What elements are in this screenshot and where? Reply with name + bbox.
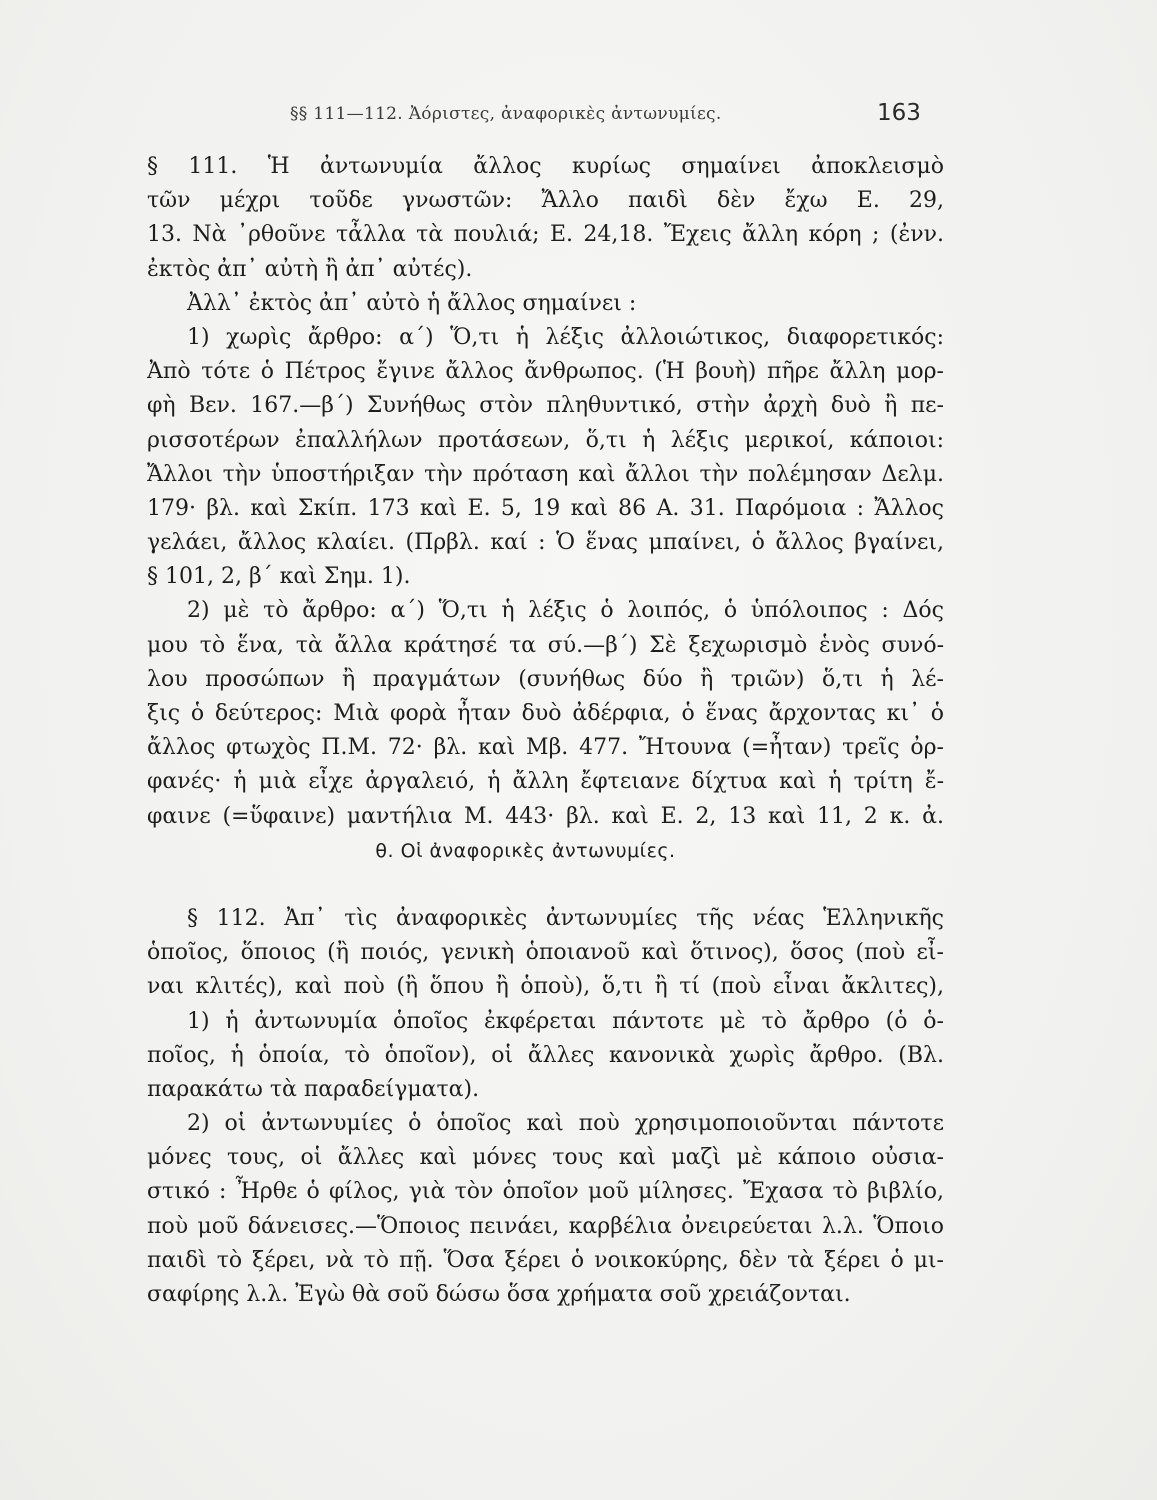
text-line: 1) χωρὶς ἄρθρο: α΄) Ὅ,τι ἡ λέξις ἀλλοιώτικος, διαφορετικός: bbox=[187, 324, 944, 350]
text-line: ποῖος, ἡ ὁποία, τὸ ὁποῖον), οἱ ἄλλες κανονικὰ χωρὶς ἄρθρο. (Βλ. bbox=[147, 1042, 944, 1068]
text-line: 13. Νὰ ᾽ρθοῦνε τἆλλα τὰ πουλιά; Ε. 24,18. Ἔχεις ἄλλη κόρη ; (ἐνν. bbox=[147, 222, 944, 248]
text-line: ἄλλος φτωχὸς Π.Μ. 72· βλ. καὶ Μβ. 477. Ἤτουνα (=ἦταν) τρεῖς ὀρ- bbox=[147, 735, 944, 761]
text-line: ὁποῖος, ὅποιος (ἢ ποιός, γενικὴ ὁποιανοῦ καὶ ὅτινος), ὅσος (ποὺ εἶ- bbox=[147, 940, 944, 966]
text-line: φαινε (=ὕφαινε) μαντήλια Μ. 443· βλ. καὶ Ε. 2, 13 καὶ 11, 2 κ. ἀ. bbox=[147, 803, 944, 829]
text-line: 179· βλ. καὶ Σκίπ. 173 καὶ Ε. 5, 19 καὶ 86 Α. 31. Παρόμοια : Ἄλλος bbox=[147, 495, 944, 521]
text-line: φὴ Βεν. 167.—β΄) Συνήθως στὸν πληθυντικό, στὴν ἀρχὴ δυὸ ἢ πε- bbox=[147, 393, 944, 419]
text-line: Ἀλλ᾽ ἐκτὸς ἀπ᾽ αὐτὸ ἡ ἄλλος σημαίνει : bbox=[187, 290, 637, 316]
text-line: στικό : Ἦρθε ὁ φίλος, γιὰ τὸν ὁποῖον μοῦ μίλησες. Ἔχασα τὸ βιβλίο, bbox=[147, 1179, 944, 1205]
text-line: γελάει, ἄλλος κλαίει. (Πρβλ. καί : Ὁ ἕνας μπαίνει, ὁ ἄλλος βγαίνει, bbox=[147, 530, 944, 556]
text-line: τῶν μέχρι τοῦδε γνωστῶν: Ἄλλο παιδὶ δὲν ἔχω Ε. 29, bbox=[147, 188, 944, 214]
text-line: Ἀπὸ τότε ὁ Πέτρος ἔγινε ἄλλος ἄνθρωπος. (Ἡ βουὴ) πῆρε ἄλλη μορ- bbox=[147, 359, 944, 385]
text-line: 2) οἱ ἀντωνυμίες ὁ ὁποῖος καὶ ποὺ χρησιμοποιοῦνται πάντοτε bbox=[187, 1111, 944, 1137]
text-line: 2) μὲ τὸ ἄρθρο: α΄) Ὅ,τι ἡ λέξις ὁ λοιπός, ὁ ὑπόλοιπος : Δός bbox=[187, 598, 944, 624]
text-line: Ἄλλοι τὴν ὑποστήριξαν τὴν πρόταση καὶ ἄλλοι τὴν πολέμησαν Δελμ. bbox=[147, 461, 944, 487]
paragraph-111-line-1: § 111. Ἡ ἀντωνυμία ἄλλος κυρίως σημαίνει ἀποκλεισμὸ bbox=[147, 154, 944, 179]
paragraph-112-line-1: § 112. Ἀπ᾽ τὶς ἀναφορικὲς ἀντωνυμίες τῆς νέας Ἑλληνικῆς bbox=[187, 905, 944, 931]
text-line: μου τὸ ἕνα, τὰ ἄλλα κράτησέ τα σύ.—β΄) Σὲ ξεχωρισμὸ ἑνὸς συνό- bbox=[147, 632, 944, 658]
text-line: ρισσοτέρων ἐπαλλήλων προτάσεων, ὅ,τι ἡ λέξις μερικοί, κάποιοι: bbox=[147, 427, 944, 453]
text-line: παρακάτω τὰ παραδείγματα). bbox=[147, 1076, 480, 1102]
running-title: §§ 111—112. Ἀόριστες, ἀναφορικὲς ἀντωνυμίες. bbox=[290, 104, 722, 124]
text-line: ναι κλιτές), καὶ ποὺ (ἢ ὅπου ἢ ὁποὺ), ὅ,τι ἢ τί (ποὺ εἶναι ἄκλιτες), bbox=[147, 974, 944, 1000]
section-spacer bbox=[147, 868, 944, 902]
section-heading: θ. Οἱ ἀναφορικὲς ἀντωνυμίες. bbox=[375, 839, 676, 862]
text-line: λου προσώπων ἢ πραγμάτων (συνήθως δύο ἢ τριῶν) ὅ,τι ἡ λέ- bbox=[147, 666, 944, 692]
body-text bbox=[147, 150, 944, 1312]
text-line: σαφίρης λ.λ. Ἐγὼ θὰ σοῦ δώσω ὅσα χρήματα σοῦ χρειάζονται. bbox=[147, 1282, 851, 1307]
text-line: ἐκτὸς ἀπ᾽ αὐτὴ ἢ ἀπ᾽ αὐτές). bbox=[147, 256, 473, 282]
text-line: ποὺ μοῦ δάνεισες.—Ὅποιος πεινάει, καρβέλια ὀνειρεύεται λ.λ. Ὅποιο bbox=[147, 1213, 944, 1239]
text-line: 1) ἡ ἀντωνυμία ὁποῖος ἐκφέρεται πάντοτε μὲ τὸ ἄρθρο (ὁ ὁ- bbox=[187, 1008, 944, 1034]
text-line: παιδὶ τὸ ξέρει, νὰ τὸ πῇ. Ὅσα ξέρει ὁ νοικοκύρης, δὲν τὰ ξέρει ὁ μι- bbox=[147, 1247, 944, 1273]
text-line: ξις ὁ δεύτερος: Μιὰ φορὰ ἦταν δυὸ ἀδέρφια, ὁ ἕνας ἄρχοντας κι᾽ ὁ bbox=[147, 701, 944, 726]
page-number: 163 bbox=[877, 100, 921, 126]
text-line: φανές· ἡ μιὰ εἶχε ἀργαλειό, ἡ ἄλλη ἔφτειανε δίχτυα καὶ ἡ τρίτη ἔ- bbox=[147, 769, 944, 795]
text-line: μόνες τους, οἱ ἄλλες καὶ μόνες τους καὶ μαζὶ μὲ κάποιο οὐσια- bbox=[147, 1145, 944, 1171]
text-line: § 101, 2, β΄ καὶ Σημ. 1). bbox=[147, 564, 411, 590]
